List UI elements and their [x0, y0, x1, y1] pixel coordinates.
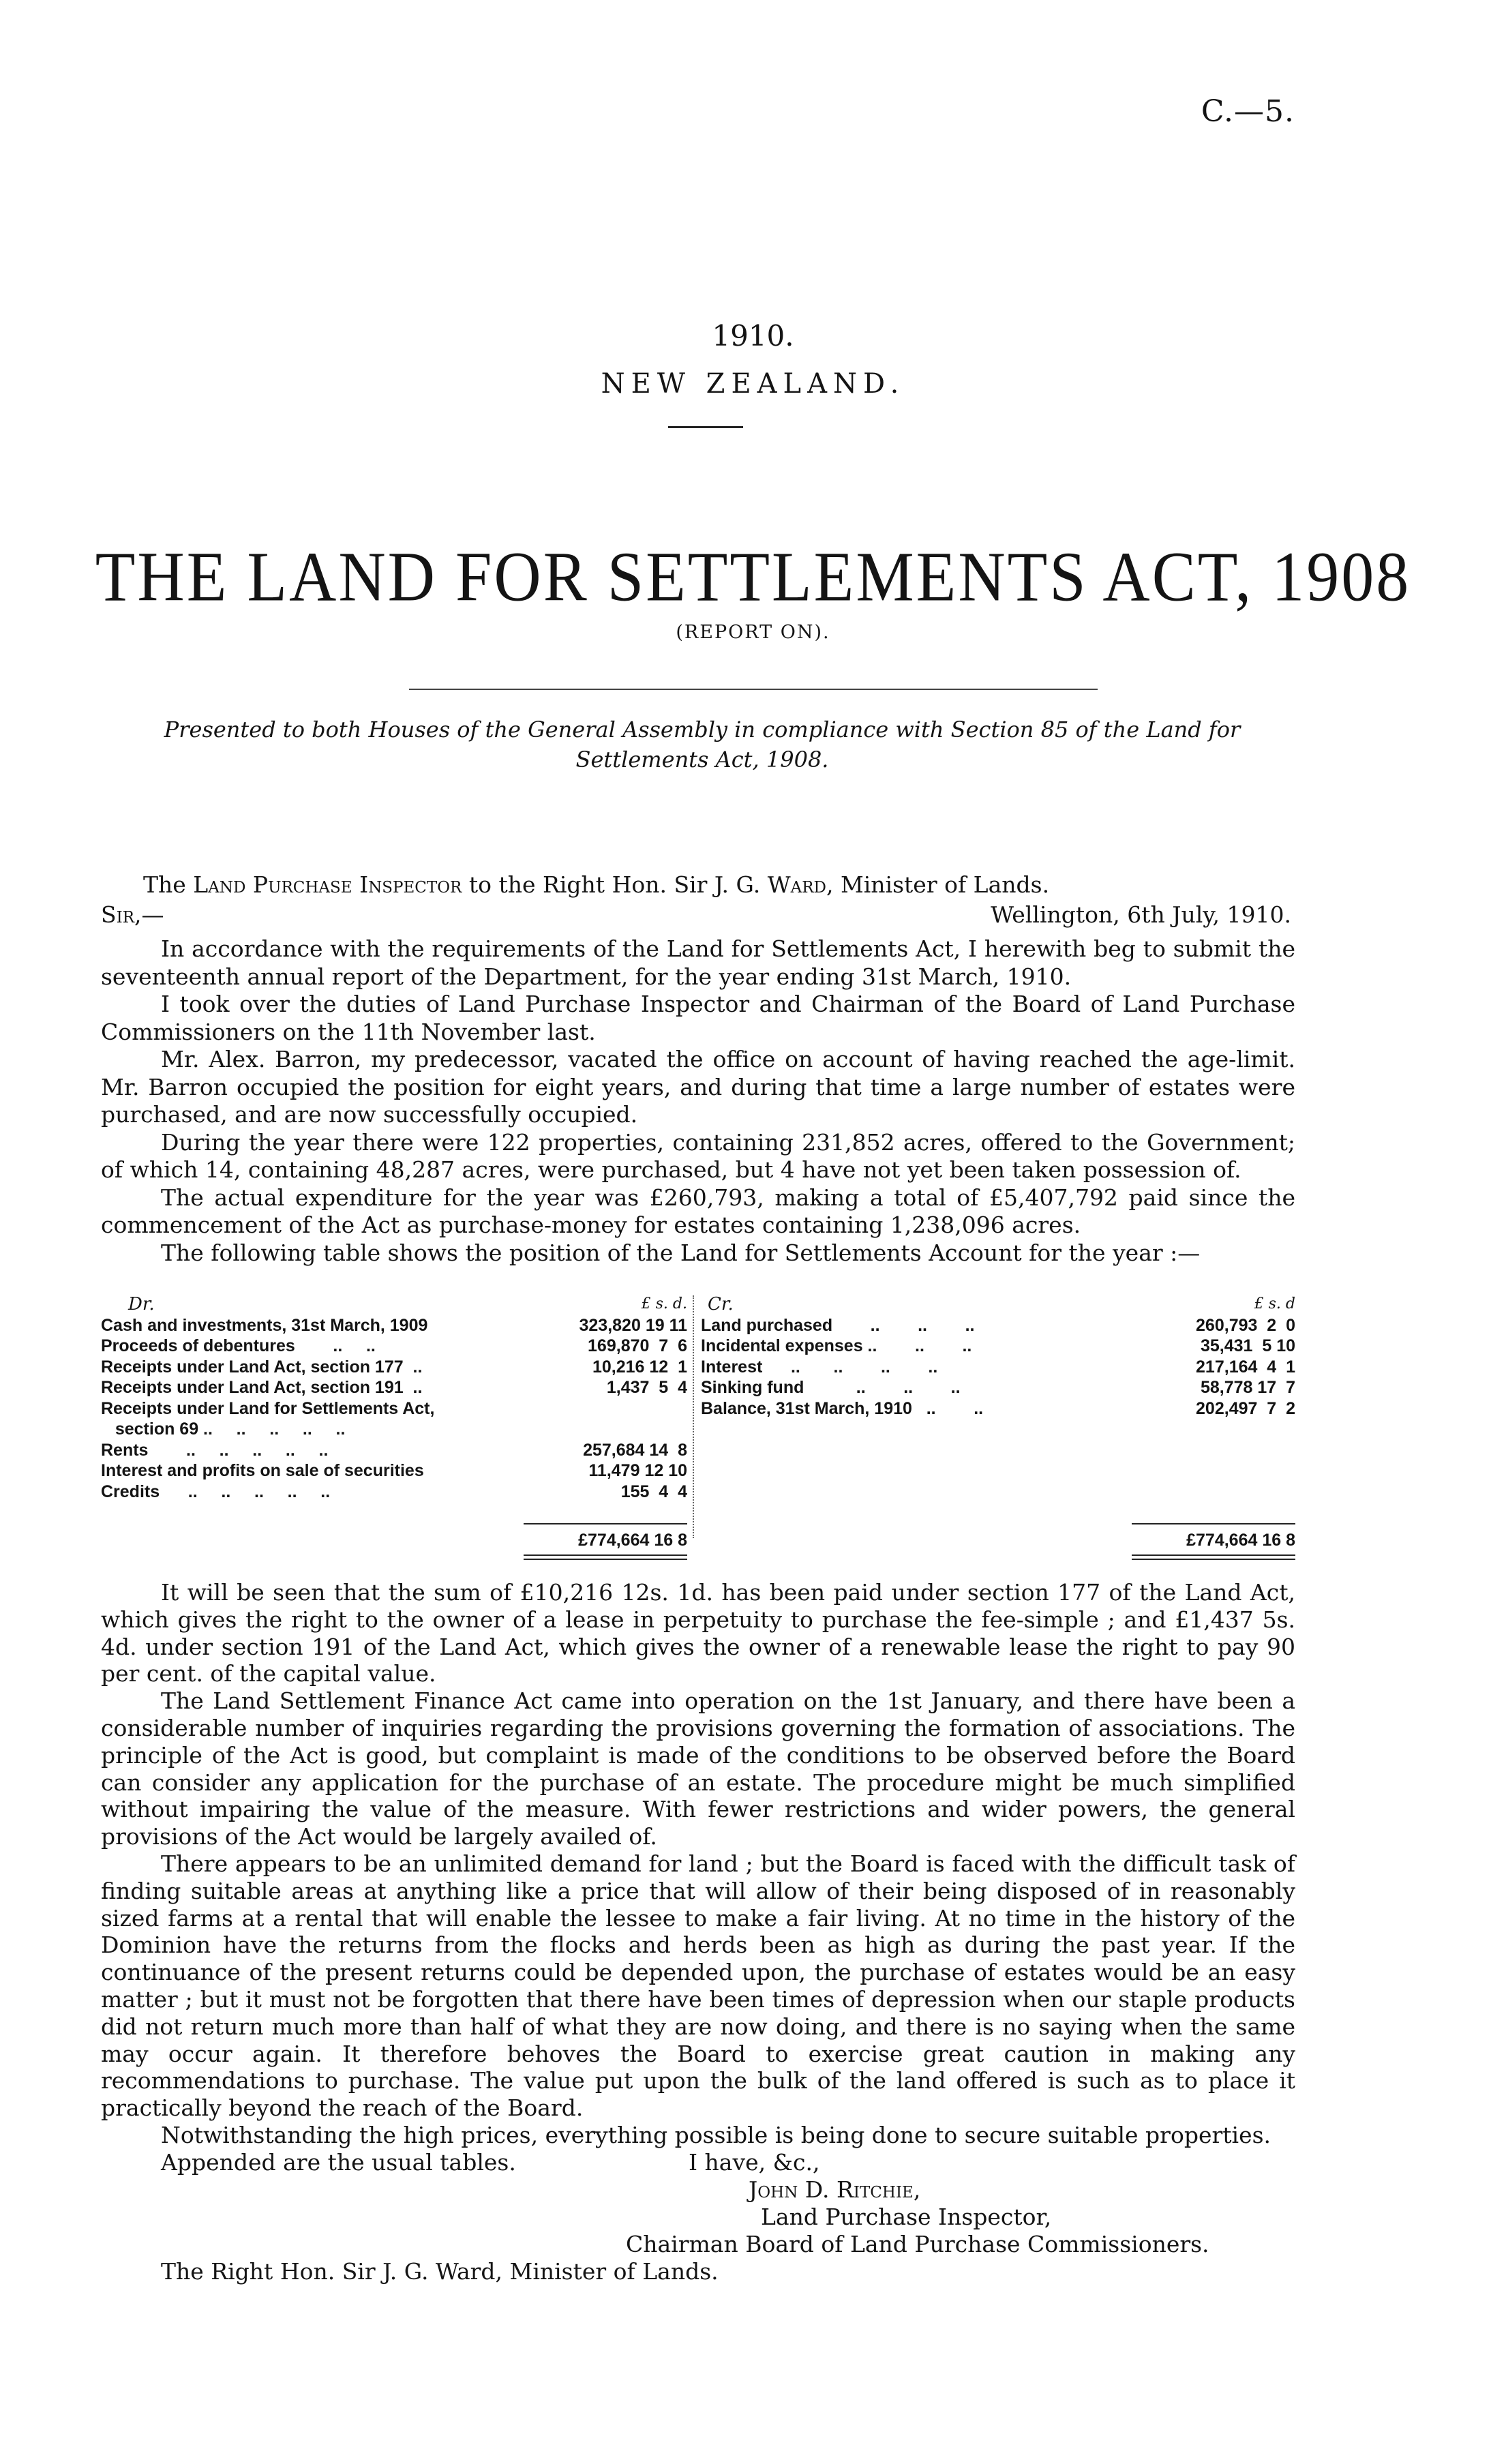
paragraph: I took over the duties of Land Purchase Inspector and Chairman of the Board of Land Purchase Commissioners on the 11th November last.: [101, 991, 1295, 1045]
letter-heading-pre: The: [143, 871, 194, 898]
page-subtitle: (REPORT ON).: [676, 622, 830, 643]
dr-amount: 11,479 12 10: [588, 1461, 687, 1480]
table-row: [101, 1315, 687, 1336]
long-divider: [409, 689, 1098, 690]
table-row: [701, 1377, 1295, 1398]
credit-column: [701, 1294, 1295, 1550]
dr-double-rule: [524, 1554, 687, 1560]
table-row: [701, 1398, 1295, 1419]
signature-title: Land Purchase Inspector,: [761, 2203, 1052, 2230]
table-header-row: [101, 1294, 687, 1315]
letter-heading-post: , Minister of Lands.: [826, 871, 1050, 898]
paragraph: The following table shows the position of the Land for Settlements Account for the year :—: [161, 1239, 1201, 1266]
page-title: THE LAND FOR SETTLEMENTS ACT, 1908: [95, 537, 1411, 616]
dr-label: Proceeds of debentures .. ..: [101, 1336, 376, 1355]
cr-total-rule: [1132, 1523, 1295, 1524]
dr-heading: Dr.: [128, 1294, 155, 1314]
table-row: [701, 1357, 1295, 1378]
dr-units: £ s. d.: [641, 1295, 687, 1312]
dr-amount: 155 4 4: [620, 1482, 687, 1501]
salutation: Sir,—: [101, 901, 164, 928]
cr-amount: 217,164 4 1: [1196, 1357, 1295, 1377]
short-divider: [668, 426, 743, 428]
table-row: [101, 1460, 687, 1482]
place-date: Wellington, 6th July, 1910.: [991, 901, 1291, 928]
cr-label: Incidental expenses .. .. ..: [701, 1336, 972, 1355]
cr-amount: 35,431 5 10: [1200, 1336, 1295, 1355]
paragraph: The Land Settlement Finance Act came into operation on the 1st January, and there have been a considerable number of inquiries regarding the provisions governing the formation of associations. The principle of the Act is good, but complaint is made of the conditions to be observed before the Board can consider any application for the purchase of an estate. The procedure might be much simplified without impairing the value of the measure. With fewer restrictions and wider powers, the general provisions of the Act would be largely availed of.: [101, 1687, 1295, 1850]
report-year: 1910.: [712, 319, 794, 352]
table-row: [101, 1377, 687, 1398]
dr-label: Interest and profits on sale of securities: [101, 1461, 424, 1480]
paragraph: The actual expenditure for the year was £260,793, making a total of £5,407,792 paid since the commencement of the Act as purchase-money for estates containing 1,238,096 acres.: [101, 1184, 1295, 1238]
appended-note: Appended are the usual tables.: [161, 2148, 516, 2176]
dr-label: Cash and investments, 31st March, 1909: [101, 1315, 428, 1335]
cr-total: £774,664 16 8: [1186, 1531, 1295, 1550]
signature-rest: D. Ritchie,: [798, 2176, 921, 2203]
table-row: [101, 1419, 687, 1440]
dr-label: section 69 .. .. .. .. ..: [101, 1419, 346, 1439]
cr-label: Interest .. .. .. ..: [701, 1357, 938, 1377]
signature-first: John: [749, 2176, 798, 2203]
letter-from-role: Land Purchase Inspector: [193, 871, 462, 898]
dr-amount: 10,216 12 1: [592, 1357, 687, 1377]
paragraph: During the year there were 122 properties, containing 231,852 acres, offered to the Government; of which 14, containing 48,287 acres, were purchased, but 4 have not yet been taken possession of.: [101, 1128, 1295, 1183]
dr-label: Receipts under Land Act, section 177 ..: [101, 1357, 423, 1377]
table-row: [101, 1336, 687, 1357]
table-row: [101, 1482, 687, 1503]
debit-column: [101, 1294, 687, 1550]
cr-amount: 260,793 2 0: [1196, 1315, 1295, 1335]
cr-amount: 202,497 7 2: [1196, 1398, 1295, 1418]
signature: [101, 2176, 1295, 2204]
presented-note: Presented to both Houses of the General Assembly in compliance with Section 85 of the Land for Settlements Act, 1908.: [164, 717, 1241, 772]
letter-heading-mid: to the Right Hon. Sir J. G.: [462, 871, 768, 898]
closing: I have, &c.,: [689, 2148, 820, 2176]
dr-total: £774,664 16 8: [578, 1531, 687, 1550]
cr-label: Land purchased .. .. ..: [701, 1315, 975, 1335]
country-heading: NEW ZEALAND.: [601, 368, 905, 400]
addressee: The Right Hon. Sir J. G. Ward, Minister of Lands.: [161, 2257, 719, 2285]
dr-amount: 257,684 14 8: [583, 1440, 687, 1460]
cr-double-rule: [1132, 1554, 1295, 1560]
table-row: [701, 1315, 1295, 1336]
table-header-row: [701, 1294, 1295, 1315]
dr-amount: 1,437 5 4: [606, 1378, 687, 1397]
dr-total-row: [101, 1530, 687, 1551]
dr-total-rule: [524, 1523, 687, 1524]
dr-label: Rents .. .. .. .. ..: [101, 1440, 329, 1460]
letter-heading: [143, 871, 1049, 898]
table-row: [101, 1440, 687, 1461]
paragraph: It will be seen that the sum of £10,216 12s. 1d. has been paid under section 177 of the Land Act, which gives the right to the owner of a lease in perpetuity to purchase the fee-simple ; and £1,437 5s. 4d. under section 191 of the Land Act, which gives the owner of a renewable lease the right to pay 90 per cent. of the capital value.: [101, 1579, 1295, 1687]
cr-label: Balance, 31st March, 1910 .. ..: [701, 1398, 984, 1418]
paragraph: There appears to be an unlimited demand for land ; but the Board is faced with the difficult task of finding suitable areas at anything like a price that will allow of their being disposed of in reasonably sized farms at a rental that will enable the lessee to make a fair living. At no time in the history of the Dominion have the returns from the flocks and herds been as high as during the past year. If the continuance of the present returns could be depended upon, the purchase of estates would be an easy matter ; but it must not be forgotten that there have been times of depression when our staple products did not return much more than half of what they are now doing, and there is no saying when the same may occur again. It therefore behoves the Board to exercise great caution in making any recommendations to purchase. The value put upon the bulk of the land offered is such as to place it practically beyond the reach of the Board.: [101, 1850, 1295, 2122]
dr-amount: 323,820 19 11: [579, 1315, 687, 1335]
table-row: [701, 1336, 1295, 1357]
dr-label: Credits .. .. .. .. ..: [101, 1482, 331, 1501]
cr-amount: 58,778 17 7: [1200, 1378, 1295, 1397]
paragraph: Mr. Alex. Barron, my predecessor, vacated the office on account of having reached the age-limit. Mr. Barron occupied the position for eight years, and during that time a large number of estates were purchased, and are now successfully occupied.: [101, 1046, 1295, 1128]
cr-total-row: [701, 1530, 1295, 1551]
cr-label: Sinking fund .. .. ..: [701, 1378, 961, 1397]
dr-amount: 169,870 7 6: [588, 1336, 687, 1355]
paragraph: In accordance with the requirements of the Land for Settlements Act, I herewith beg to submit the seventeenth annual report of the Department, for the year ending 31st March, 1910.: [101, 935, 1295, 990]
paper-code: C.—5.: [1201, 94, 1295, 129]
column-separator: [693, 1295, 694, 1538]
paragraph: Notwithstanding the high prices, everything possible is being done to secure suitable properties.: [161, 2121, 1271, 2148]
cr-units: £ s. d: [1254, 1295, 1295, 1312]
letter-to-name: Ward: [767, 871, 826, 898]
signature-title: Chairman Board of Land Purchase Commissioners.: [626, 2230, 1209, 2257]
dr-label: Receipts under Land for Settlements Act,: [101, 1398, 435, 1418]
table-row: [101, 1398, 687, 1419]
dr-label: Receipts under Land Act, section 191 ..: [101, 1378, 423, 1397]
letter-body-bottom: [101, 1579, 1295, 2285]
cr-heading: Cr.: [708, 1294, 734, 1314]
table-row: [101, 1357, 687, 1378]
letter-body-top: [101, 935, 1295, 1267]
